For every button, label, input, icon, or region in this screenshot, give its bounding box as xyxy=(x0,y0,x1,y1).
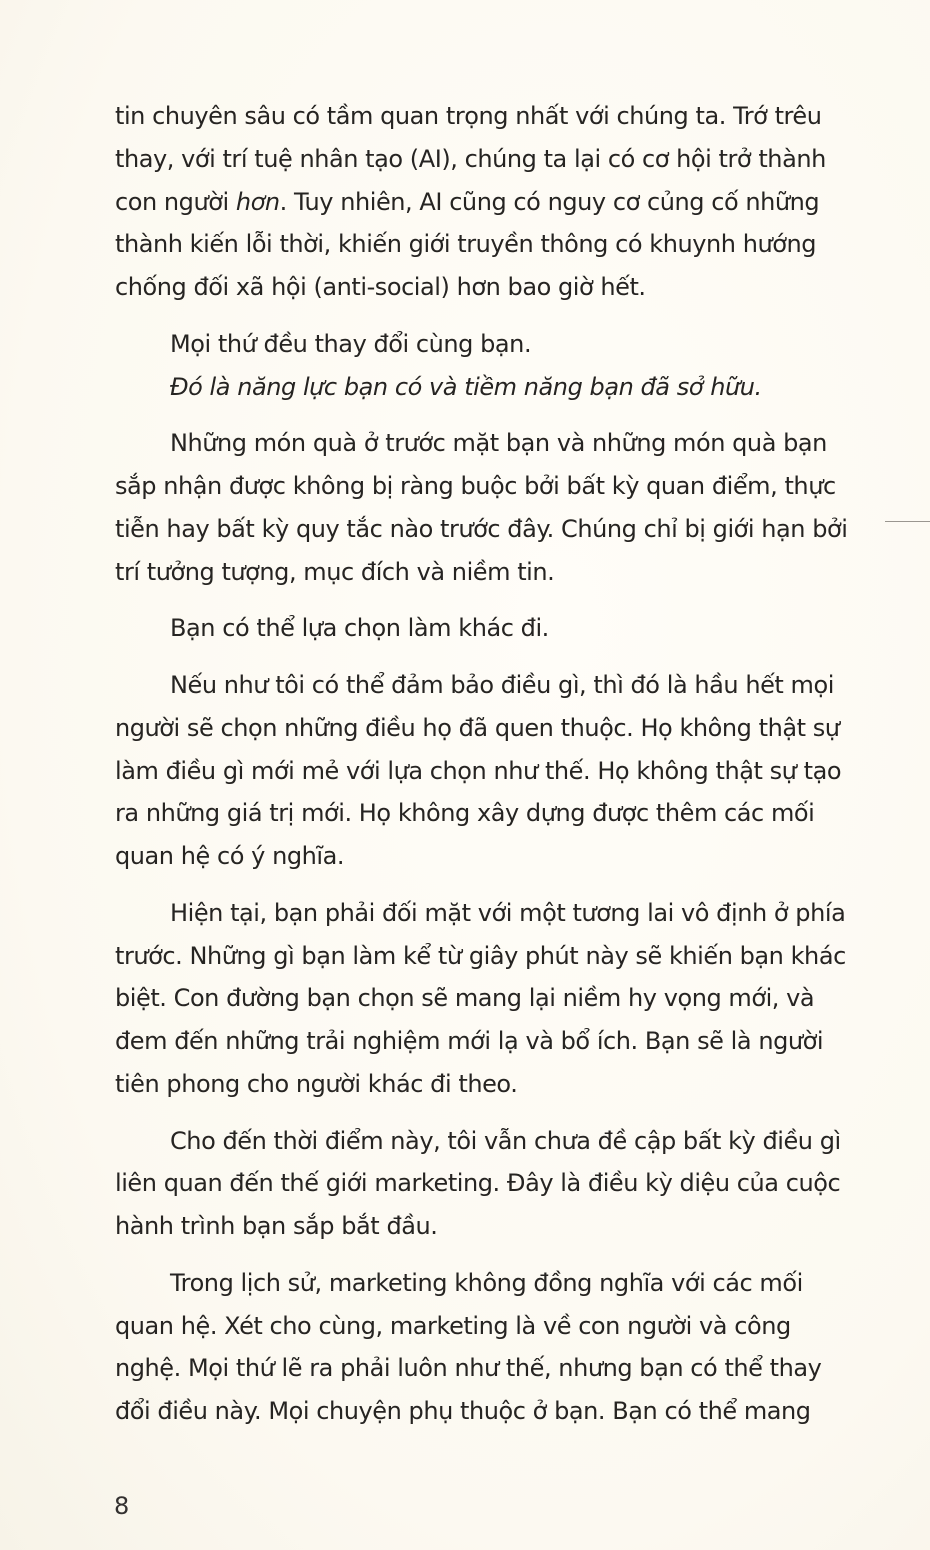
paragraph-6: Nếu như tôi có thể đảm bảo điều gì, thì đó là hầu hết mọi người sẽ chọn những điều họ đã quen thuộc. Họ không thật sự làm điều gì mới mẻ với lựa chọn như thế. Họ không thật sự tạo ra những giá trị mới. Họ không xây dựng được thêm các mối quan hệ có ý nghĩa. xyxy=(115,671,842,870)
emphasized-word: hơn xyxy=(235,187,280,216)
paragraph-2: Mọi thứ đều thay đổi cùng bạn. xyxy=(170,329,532,358)
paragraph-4: Những món quà ở trước mặt bạn và những món quà bạn sắp nhận được không bị ràng buộc bởi bất kỳ quan điểm, thực tiễn hay bất kỳ quy tắc nào trước đây. Chúng chỉ bị giới hạn bởi trí tưởng tượng, mục đích và niềm tin. xyxy=(115,429,848,586)
paragraph-8: Cho đến thời điểm này, tôi vẫn chưa đề cập bất kỳ điều gì liên quan đến thế giới marketing. Đây là điều kỳ diệu của cuộc hành trình bạn sắp bắt đầu. xyxy=(115,1126,841,1240)
paragraph-1-text: tin chuyên sâu có tầm quan trọng nhất với chúng ta. Trớ trêu thay, với trí tuệ nhân tạo (AI), chúng ta lại có cơ hội trở thành con người xyxy=(115,102,826,216)
paragraph-5: Bạn có thể lựa chọn làm khác đi. xyxy=(170,614,549,643)
body-text xyxy=(115,95,880,1433)
paragraph-3-italic: Đó là năng lực bạn có và tiềm năng bạn đã sở hữu. xyxy=(170,372,762,401)
page-number: 8 xyxy=(114,1492,130,1520)
paragraph-1-continuation: . Tuy nhiên, AI cũng có nguy cơ củng cố những thành kiến lỗi thời, khiến giới truyền thông có khuynh hướng chống đối xã hội (anti-social) hơn bao giờ hết. xyxy=(115,187,820,301)
paragraph-1 xyxy=(115,95,880,309)
paragraph-7: Hiện tại, bạn phải đối mặt với một tương lai vô định ở phía trước. Những gì bạn làm kể từ giây phút này sẽ khiến bạn khác biệt. Con đường bạn chọn sẽ mang lại niềm hy vọng mới, và đem đến những trải nghiệm mới lạ và bổ ích. Bạn sẽ là người tiên phong cho người khác đi theo. xyxy=(115,898,846,1098)
paragraph-9: Trong lịch sử, marketing không đồng nghĩa với các mối quan hệ. Xét cho cùng, marketing là về con người và công nghệ. Mọi thứ lẽ ra phải luôn như thế, nhưng bạn có thể thay đổi điều này. Mọi chuyện phụ thuộc ở bạn. Bạn có thể mang xyxy=(115,1268,822,1425)
margin-mark xyxy=(885,521,930,522)
